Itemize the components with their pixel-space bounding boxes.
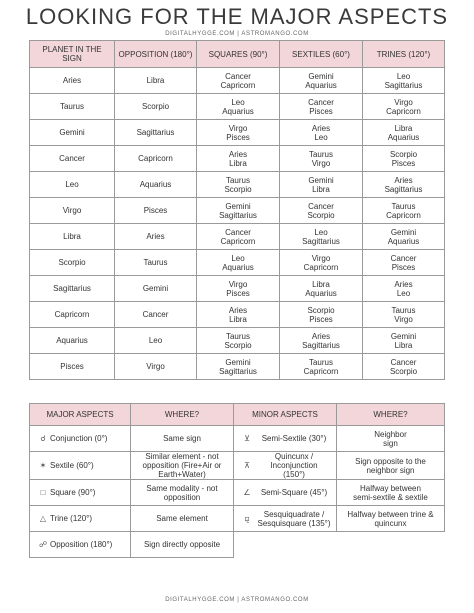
cell-squares xyxy=(197,276,280,302)
cell-opposition: Capricorn xyxy=(115,146,197,172)
header-minor-where: WHERE? xyxy=(337,404,445,426)
cell-sextiles xyxy=(280,224,363,250)
cell-trines xyxy=(363,146,445,172)
cell-squares xyxy=(197,328,280,354)
trines-sign: Virgo xyxy=(394,97,413,107)
minor-where-cell xyxy=(337,452,445,480)
aspect-symbol-icon: ⚼ xyxy=(244,514,250,523)
aspect-name xyxy=(254,434,334,443)
sextiles-sign: Libra xyxy=(312,279,330,289)
aspect-symbol-icon: ⊻ xyxy=(244,434,250,443)
cell-sign: Leo xyxy=(30,172,115,198)
cell-squares xyxy=(197,68,280,94)
aspect-name: Square (90°) xyxy=(50,488,96,497)
squares-sign: Taurus xyxy=(225,331,250,341)
header-sextiles: SEXTILES (60°) xyxy=(280,41,363,68)
cell-trines xyxy=(363,302,445,328)
cell-opposition: Sagittarius xyxy=(115,120,197,146)
sextiles-sign: Pisces xyxy=(309,106,333,116)
where-line: Same sign xyxy=(163,434,201,443)
aspect-name-line: Semi-Sextile (30°) xyxy=(261,434,327,443)
header-squares: SQUARES (90°) xyxy=(197,41,280,68)
aspect-symbol-icon: □ xyxy=(40,488,46,497)
aspect-name-line: Quincunx / xyxy=(274,452,314,461)
cell-opposition: Pisces xyxy=(115,198,197,224)
aspect-name xyxy=(254,510,334,528)
aspect-name: Conjunction (0°) xyxy=(50,434,108,443)
trines-sign: Taurus xyxy=(391,305,416,315)
trines-sign: Leo xyxy=(396,288,411,298)
site-credit-bottom: DIGITALHYGGE.COM | ASTROMANGO.COM xyxy=(165,597,309,603)
minor-where-cell xyxy=(337,480,445,506)
minor-aspect-cell xyxy=(234,506,337,532)
aspect-name: Trine (120°) xyxy=(50,514,93,523)
squares-sign: Leo xyxy=(231,97,245,107)
cell-trines xyxy=(363,328,445,354)
aspect-name-line: Semi-Square (45°) xyxy=(260,488,328,497)
cell-sign: Pisces xyxy=(30,354,115,380)
where-line: Similar element - not xyxy=(145,452,219,461)
cell-opposition: Gemini xyxy=(115,276,197,302)
squares-sign: Virgo xyxy=(228,123,248,133)
sextiles-sign: Pisces xyxy=(309,314,333,324)
table-row xyxy=(30,224,445,250)
trines-sign: Sagittarius xyxy=(384,184,423,194)
sextiles-sign: Scorpio xyxy=(307,210,335,220)
minor-aspect-cell xyxy=(234,452,337,480)
aspect-symbol-icon: ∠ xyxy=(243,488,251,497)
squares-sign: Pisces xyxy=(226,132,250,142)
cell-squares xyxy=(197,94,280,120)
cell-trines xyxy=(363,94,445,120)
squares-sign: Libra xyxy=(229,314,247,324)
cell-opposition: Aries xyxy=(115,224,197,250)
header-planet: PLANET IN THE SIGN xyxy=(30,41,115,68)
where-line: Halfway between xyxy=(360,483,421,493)
cell-sextiles xyxy=(280,198,363,224)
sextiles-sign: Taurus xyxy=(308,357,333,367)
header-trines: TRINES (120°) xyxy=(363,41,445,68)
aspects-header-row xyxy=(30,41,445,68)
minor-where-cell xyxy=(337,426,445,452)
legend-body xyxy=(30,426,445,558)
cell-sextiles xyxy=(280,276,363,302)
aspect-name-line: Sesquisquare (135°) xyxy=(257,518,331,528)
cell-trines xyxy=(363,224,445,250)
squares-sign: Gemini xyxy=(225,357,251,367)
legend-row xyxy=(30,532,445,558)
cell-squares xyxy=(197,120,280,146)
trines-sign: Cancer xyxy=(390,253,417,263)
cell-squares xyxy=(197,146,280,172)
table-row xyxy=(30,198,445,224)
where-line: Same modality - not xyxy=(146,483,218,493)
cell-sextiles xyxy=(280,68,363,94)
major-aspect-cell xyxy=(30,426,131,452)
header-major-aspects: MAJOR ASPECTS xyxy=(30,404,131,426)
cell-sign: Sagittarius xyxy=(30,276,115,302)
cell-sign: Aquarius xyxy=(30,328,115,354)
squares-sign: Aries xyxy=(228,149,248,159)
aspect-symbol-icon: ✶ xyxy=(39,461,47,470)
aspect-symbol-icon: △ xyxy=(39,514,47,523)
where-line: opposition xyxy=(163,492,201,502)
major-where-cell xyxy=(131,452,234,480)
squares-sign: Pisces xyxy=(226,288,250,298)
squares-sign: Sagittarius xyxy=(219,210,257,220)
header-major-where: WHERE? xyxy=(131,404,234,426)
sextiles-sign: Scorpio xyxy=(307,305,335,315)
where-line: Same element xyxy=(156,514,208,523)
major-where-cell xyxy=(131,532,234,558)
trines-sign: Sagittarius xyxy=(384,80,423,90)
squares-sign: Leo xyxy=(231,253,245,263)
legend-row xyxy=(30,426,445,452)
sextiles-sign: Leo xyxy=(314,227,328,237)
sextiles-sign: Virgo xyxy=(311,253,331,263)
squares-sign: Aquarius xyxy=(222,262,254,272)
trines-sign: Libra xyxy=(394,340,413,350)
sextiles-sign: Aquarius xyxy=(305,80,337,90)
trines-sign: Aquarius xyxy=(387,236,420,246)
cell-trines xyxy=(363,172,445,198)
sextiles-sign: Libra xyxy=(312,184,330,194)
aspect-symbol-icon: ☍ xyxy=(38,540,48,549)
cell-trines xyxy=(363,354,445,380)
header-opposition: OPPOSITION (180°) xyxy=(115,41,197,68)
minor-where-cell xyxy=(337,506,445,532)
cell-squares xyxy=(197,172,280,198)
aspect-name-line: Inconjunction xyxy=(270,461,318,470)
sextiles-sign: Capricorn xyxy=(303,262,339,272)
major-where-cell xyxy=(131,480,234,506)
header-minor-aspects: MINOR ASPECTS xyxy=(234,404,337,426)
trines-sign: Taurus xyxy=(391,201,416,211)
where-line: semi-sextile & sextile xyxy=(353,492,428,502)
squares-sign: Taurus xyxy=(225,175,250,185)
major-where-cell xyxy=(131,506,234,532)
site-credit-top: DIGITALHYGGE.COM | ASTROMANGO.COM xyxy=(165,31,309,37)
squares-sign: Scorpio xyxy=(224,184,252,194)
cell-opposition: Taurus xyxy=(115,250,197,276)
cell-sextiles xyxy=(280,94,363,120)
squares-sign: Gemini xyxy=(225,201,251,211)
sextiles-sign: Sagittarius xyxy=(302,340,340,350)
squares-sign: Virgo xyxy=(228,279,248,289)
sextiles-sign: Virgo xyxy=(311,158,331,168)
major-aspect-cell xyxy=(30,480,131,506)
squares-sign: Libra xyxy=(229,158,247,168)
cell-sign: Taurus xyxy=(30,94,115,120)
aspect-name xyxy=(254,488,334,497)
cell-sextiles xyxy=(280,172,363,198)
trines-sign: Leo xyxy=(396,71,411,81)
trines-sign: Virgo xyxy=(394,314,413,324)
table-row xyxy=(30,276,445,302)
trines-sign: Cancer xyxy=(390,357,417,367)
cell-sign: Aries xyxy=(30,68,115,94)
page-title: LOOKING FOR THE MAJOR ASPECTS xyxy=(25,4,449,29)
trines-sign: Pisces xyxy=(391,262,416,272)
cell-squares xyxy=(197,302,280,328)
sextiles-sign: Aquarius xyxy=(305,288,337,298)
squares-sign: Cancer xyxy=(225,227,251,237)
trines-sign: Gemini xyxy=(390,227,417,237)
aspect-name: Sextile (60°) xyxy=(50,461,94,470)
trines-sign: Gemini xyxy=(390,331,417,341)
cell-sign: Scorpio xyxy=(30,250,115,276)
trines-sign: Pisces xyxy=(391,158,416,168)
squares-sign: Aquarius xyxy=(222,106,254,116)
aspect-name xyxy=(254,452,334,479)
cell-sextiles xyxy=(280,302,363,328)
cell-sign: Capricorn xyxy=(30,302,115,328)
cell-sign: Gemini xyxy=(30,120,115,146)
table-row xyxy=(30,250,445,276)
sextiles-sign: Cancer xyxy=(308,201,334,211)
trines-sign: Aries xyxy=(394,175,413,185)
sextiles-sign: Aries xyxy=(311,331,331,341)
table-row xyxy=(30,120,445,146)
trines-sign: Scorpio xyxy=(389,366,418,376)
major-aspect-cell xyxy=(30,506,131,532)
aspect-symbol-icon: ☌ xyxy=(40,434,46,443)
aspect-name-line: (150°) xyxy=(283,470,305,479)
cell-sextiles xyxy=(280,120,363,146)
cell-opposition: Scorpio xyxy=(115,94,197,120)
cell-opposition: Leo xyxy=(115,328,197,354)
cell-squares xyxy=(197,198,280,224)
where-line: Halfway between trine & xyxy=(347,509,434,519)
squares-sign: Cancer xyxy=(225,71,251,81)
aspect-name: Opposition (180°) xyxy=(50,540,113,549)
cell-sextiles xyxy=(280,328,363,354)
cell-trines xyxy=(363,198,445,224)
cell-trines xyxy=(363,120,445,146)
minor-aspect-cell xyxy=(234,532,337,558)
sextiles-sign: Taurus xyxy=(308,149,333,159)
trines-sign: Aries xyxy=(394,279,413,289)
cell-trines xyxy=(363,250,445,276)
cell-sextiles xyxy=(280,250,363,276)
cell-sign: Libra xyxy=(30,224,115,250)
where-line: quincunx xyxy=(374,518,407,528)
sextiles-sign: Cancer xyxy=(308,97,334,107)
cell-opposition: Virgo xyxy=(115,354,197,380)
squares-sign: Aries xyxy=(228,305,248,315)
sextiles-sign: Leo xyxy=(314,132,328,142)
where-line: Earth+Water) xyxy=(158,470,206,479)
cell-sign: Virgo xyxy=(30,198,115,224)
cell-squares xyxy=(197,250,280,276)
squares-sign: Capricorn xyxy=(220,80,256,90)
where-line: sign xyxy=(383,438,398,448)
minor-aspect-cell xyxy=(234,426,337,452)
minor-where-cell xyxy=(337,532,445,558)
major-aspect-cell xyxy=(30,532,131,558)
cell-sextiles xyxy=(280,354,363,380)
major-aspect-cell xyxy=(30,452,131,480)
aspects-table xyxy=(29,40,445,380)
sextiles-sign: Gemini xyxy=(308,175,334,185)
table-row xyxy=(30,146,445,172)
sextiles-sign: Sagittarius xyxy=(302,236,340,246)
aspects-body xyxy=(30,68,445,380)
legend-row xyxy=(30,480,445,506)
major-where-cell xyxy=(131,426,234,452)
squares-sign: Sagittarius xyxy=(219,366,257,376)
cell-squares xyxy=(197,354,280,380)
aspect-symbol-icon: ⊼ xyxy=(244,461,250,470)
trines-sign: Libra xyxy=(394,123,413,133)
cell-trines xyxy=(363,276,445,302)
trines-sign: Capricorn xyxy=(386,210,421,220)
squares-sign: Scorpio xyxy=(224,340,252,350)
sextiles-sign: Capricorn xyxy=(303,366,339,376)
table-row xyxy=(30,302,445,328)
cell-opposition: Aquarius xyxy=(115,172,197,198)
cell-sextiles xyxy=(280,146,363,172)
legend-header-row xyxy=(30,404,445,426)
aspects-legend-table xyxy=(29,403,445,558)
trines-sign: Aquarius xyxy=(387,132,420,142)
cell-opposition: Libra xyxy=(115,68,197,94)
cell-sign: Cancer xyxy=(30,146,115,172)
where-line: Sign opposite to the xyxy=(355,456,426,466)
minor-aspect-cell xyxy=(234,480,337,506)
where-line: opposition (Fire+Air or xyxy=(142,461,222,470)
where-line: Neighbor xyxy=(374,429,407,439)
where-line: neighbor sign xyxy=(366,465,415,475)
trines-sign: Capricorn xyxy=(386,106,421,116)
cell-trines xyxy=(363,68,445,94)
sextiles-sign: Gemini xyxy=(308,71,334,81)
trines-sign: Scorpio xyxy=(389,149,418,159)
cell-squares xyxy=(197,224,280,250)
cell-opposition: Cancer xyxy=(115,302,197,328)
where-line: Sign directly opposite xyxy=(143,540,221,549)
squares-sign: Capricorn xyxy=(220,236,256,246)
table-row xyxy=(30,354,445,380)
aspect-name-line: Sesquiquadrate / xyxy=(263,509,325,519)
table-row xyxy=(30,328,445,354)
table-row xyxy=(30,94,445,120)
table-row xyxy=(30,68,445,94)
table-row xyxy=(30,172,445,198)
legend-row xyxy=(30,506,445,532)
legend-row xyxy=(30,452,445,480)
sextiles-sign: Aries xyxy=(311,123,331,133)
